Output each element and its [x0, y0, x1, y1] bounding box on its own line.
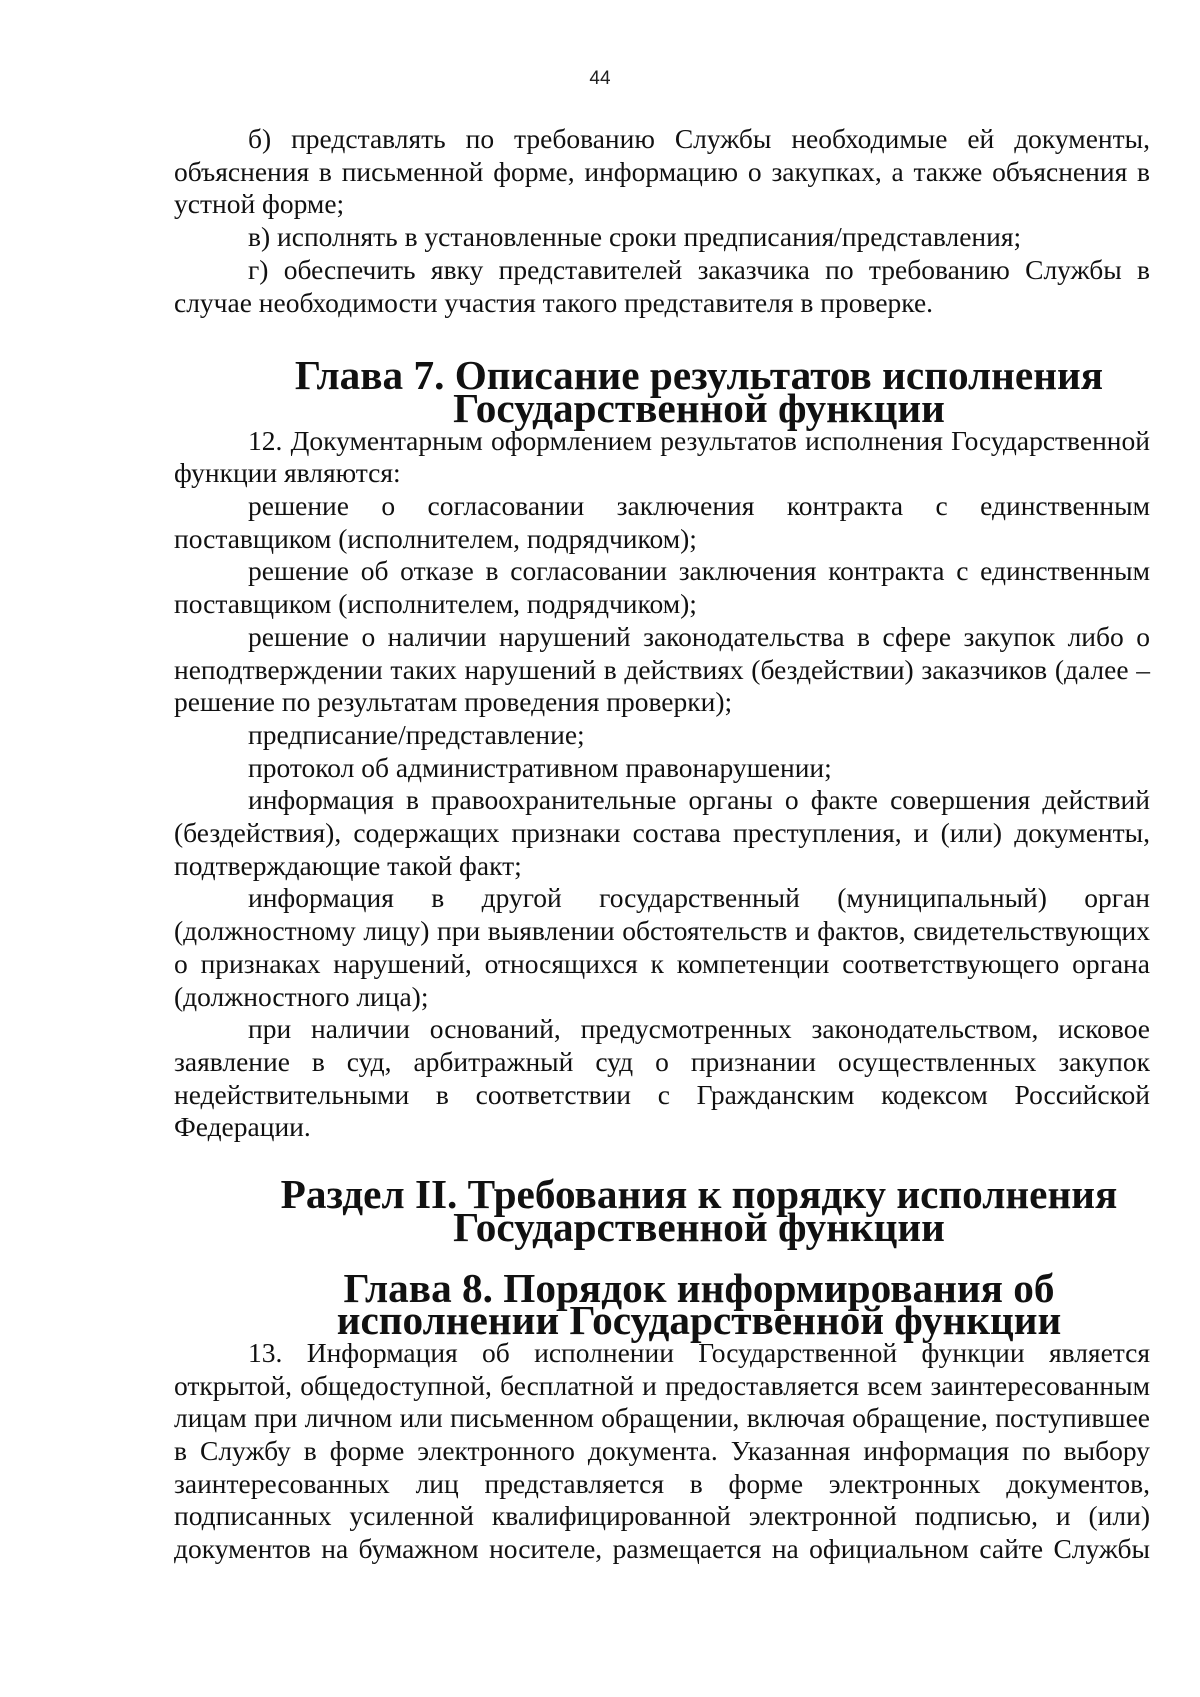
chapter-8-heading: Глава 8. Порядок информирования об исполнении Государственной функции [336, 1264, 1062, 1344]
paragraph-item-b: б) представлять по требованию Службы необходимые ей документы, объяснения в письменной форме, информацию о закупках, а также объяснения в устной форме; [174, 123, 1150, 220]
list-item-other-body-info: информация в другой государственный (муниципальный) орган (должностному лицу) при выявлении обстоятельств и фактов, свидетельствующих о признаках нарушений, относящихся к компетенции соответствующего органа (должностного лица); [174, 882, 1150, 1012]
paragraph-item-g: г) обеспечить явку представителей заказчика по требованию Службы в случае необходимости участия такого представителя в проверке. [174, 253, 1150, 318]
paragraph-12: 12. Документарным оформлением результатов исполнения Государственной функции являются: [174, 424, 1150, 489]
list-item-law-enforcement-info: информация в правоохранительные органы о факте совершения действий (бездействия), содержащих признаки состава преступления, и (или) документы, подтверждающие такой факт; [174, 784, 1150, 881]
list-item-lawsuit: при наличии оснований, предусмотренных законодательством, исковое заявление в суд, арбитражный суд о признании осуществленных закупок недействительными в соответствии с Гражданским кодексом Российской Федерации. [174, 1013, 1150, 1143]
list-item-order: предписание/представление; [248, 718, 585, 750]
paragraph-item-v: в) исполнять в установленные сроки предписания/представления; [248, 221, 1022, 253]
page-number: 44 [589, 68, 611, 89]
list-item-refusal-decision: решение об отказе в согласовании заключения контракта с единственным поставщиком (исполнителем, подрядчиком); [174, 555, 1150, 620]
list-item-protocol: протокол об административном правонарушении; [248, 751, 832, 783]
document-body [174, 123, 1150, 1599]
paragraph-13: 13. Информация об исполнении Государственной функции является открытой, общедоступной, бесплатной и предоставляется всем заинтересованным лицам при личном или письменном обращении, включая обращение, поступившее в Службу в форме электронного документа. Указанная информация по выбору заинтересованных лиц представляется в форме электронных документов, подписанных усиленной квалифицированной электронной подписью, и (или) документов на бумажном носителе, размещается на официальном сайте Службы [174, 1336, 1150, 1565]
section-2-heading: Раздел II. Требования к порядку исполнения Государственной функции [280, 1171, 1118, 1250]
list-item-approval-decision: решение о согласовании заключения контракта с единственным поставщиком (исполнителем, подрядчиком); [174, 490, 1150, 554]
list-item-violation-decision: решение о наличии нарушений законодательства в сфере закупок либо о неподтверждении таких нарушений в действиях (бездействии) заказчиков (далее – решение по результатам проведения проверки); [174, 620, 1150, 718]
chapter-7-heading: Глава 7. Описание результатов исполнения Государственной функции [294, 352, 1104, 431]
